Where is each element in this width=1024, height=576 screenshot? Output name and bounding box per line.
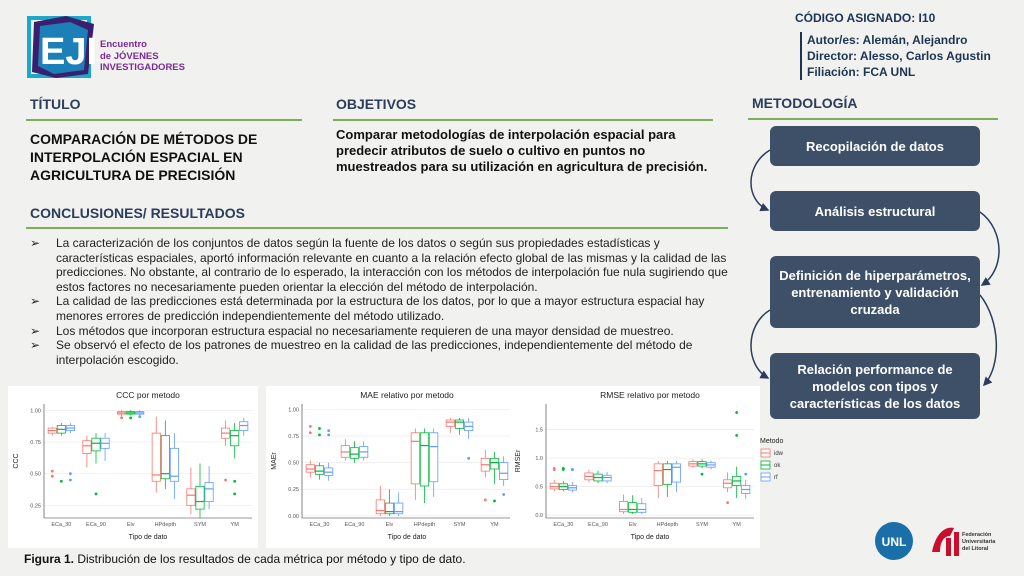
chart-legend [758,434,808,494]
outlier-point [69,472,72,475]
x-tick-label: HPdepth [154,522,177,528]
x-axis-label: Tipo de dato [630,534,670,541]
rmse-boxplot [510,386,760,548]
y-tick-label: 0.75 [288,433,299,440]
box [187,489,195,505]
eji-logo [26,14,98,80]
x-tick-label: YM [732,522,741,528]
outlier-point [553,468,556,471]
outlier-point [51,470,54,473]
x-tick-label: ECa_30 [51,522,72,528]
x-tick-label: ECa_30 [553,522,574,528]
chart-title: RMSE relativo por metodo [600,390,700,400]
author-info [800,32,991,80]
x-tick-label: ECa_90 [344,522,365,528]
arrow-bullet-icon: ➢ [30,294,41,309]
divider [26,119,302,121]
poster-title: COMPARACIÓN DE MÉTODOS DE INTERPOLACIÓN ESPACIAL EN AGRICULTURA DE PRECISIÓN [30,131,258,183]
list-item: ➢ Se observó el efecto de los patrones de muestreo en la calidad de las predicciones, independientemente del método de interpolación escogido. [30,338,693,367]
outlier-point [735,434,738,437]
box [672,464,680,482]
objectives-heading: OBJETIVOS [336,96,417,112]
conclusions-list [30,236,730,367]
y-axis-label: RMSEr [515,449,522,473]
y-tick-label: 1.0 [535,456,543,463]
x-tick-label: SYM [453,522,466,528]
box [446,420,454,426]
arrow-bullet-icon: ➢ [30,236,41,250]
outlier-point [129,417,132,420]
box [83,441,91,454]
arrow-bullet-icon: ➢ [30,323,41,338]
plot-panel [44,404,252,518]
x-tick-label: YM [230,522,239,528]
director: Director: Alesso, Carlos Agustin [807,49,991,63]
legend-label: idw [774,451,784,457]
box [654,464,662,486]
box [490,458,498,469]
title-heading: TÍTULO [30,96,81,112]
outlier-point [120,417,123,420]
box [161,436,169,479]
y-tick-label: 0.50 [30,471,41,478]
box [638,504,646,513]
outlier-point [51,475,54,478]
legend-title: Metodo [760,438,784,445]
outlier-point [309,425,312,428]
x-axis-label: Tipo de dato [128,534,168,541]
x-tick-label: SYM [696,522,708,528]
assigned-code: CÓDIGO ASIGNADO: I10 [795,11,936,25]
box [92,438,100,451]
logo-text: Encuentro de JÓVENES INVESTIGADORES [100,39,185,73]
outlier-point [233,493,236,496]
y-axis-label: CCC [13,453,20,469]
outlier-point [493,500,496,503]
outlier-point [327,429,330,432]
mae-boxplot [266,386,518,548]
box [629,503,637,513]
y-tick-label: 0.00 [288,513,299,520]
outlier-point [309,431,312,434]
outlier-point [69,479,72,482]
outlier-point [60,480,63,483]
objectives-text: Comparar metodologías de interpolación espacial para predecir atributos de suelo o cultivo en puntos no muestreados para su utilización en agricultura de precisión. [336,127,708,174]
outlier-point [726,501,729,504]
authors: Autor/es: Alemán, Alejandro [807,33,968,47]
box [430,433,438,482]
y-tick-label: 0.0 [535,513,543,520]
outlier-point [735,411,738,414]
fuul-logo [928,522,998,560]
box [500,463,508,480]
figure-caption: Figura 1. Distribución de los resultados de cada métrica por método y tipo de dato. [24,552,466,566]
list-item: ➢ Los métodos que incorporan estructura espacial no necesariamente requieren de una mayor densidad de muestreo. [30,323,674,338]
x-axis-label: Tipo de dato [387,534,427,541]
outlier-point [744,473,747,476]
x-tick-label: SYM [194,522,206,528]
svg-text:Federación: Federación [962,532,992,538]
box [455,420,463,429]
outlier-point [318,427,321,430]
svg-text:del Litoral: del Litoral [962,546,989,552]
box [205,483,213,502]
box [231,431,239,446]
y-tick-label: 1.00 [288,407,299,414]
box [420,433,428,486]
box [152,433,160,481]
box [619,501,627,511]
list-item: ➢ La caracterización de los conjuntos de datos según la fuente de los datos o según sus propiedades estadísticas y características espaciales, aportó información relevante en cuanto a la relación efecto global de las mismas y la calidad de las predicciones. No obstante, al contrario de lo esperado, la interacción con los métodos de interpolación fue nula sugiriendo que estos factores no necesariamente pueden orientar la elección del método de interpolación. [30,236,728,294]
methodology-heading: METODOLOGÍA [752,95,858,111]
divider [333,119,713,121]
x-tick-label: HPdepth [413,522,436,528]
logo-letters: EJI [40,31,98,73]
outlier-point [701,473,704,476]
outlier-point [467,457,470,460]
arrow-bullet-icon: ➢ [30,338,41,353]
method-step-2: Análisis estructural [770,191,980,231]
outlier-point [571,468,574,471]
affiliation: Filiación: FCA UNL [807,65,916,79]
svg-text:UNL: UNL [881,535,907,549]
y-tick-label: 0.25 [288,487,299,494]
conclusions-heading: CONCLUSIONES/ RESULTADOS [30,205,245,221]
method-step-3: Definición de hiperparámetros, entrenamiento y validación cruzada [770,256,980,328]
x-tick-label: Elv [126,522,135,528]
x-tick-label: ECa_90 [86,522,106,528]
box [240,422,248,431]
y-tick-label: 1.5 [535,427,543,434]
outlier-point [562,468,565,471]
box [411,433,419,484]
outlier-point [484,498,487,501]
box [196,486,204,509]
y-tick-label: 0.5 [535,484,543,491]
x-tick-label: Elv [385,522,394,528]
method-step-1: Recopilación de datos [770,126,980,166]
outlier-point [138,415,141,418]
divider [26,227,728,229]
list-item: ➢ La calidad de las predicciones está determinada por la estructura de los datos, por lo que a mayor estructura espacial hay menores errores de predicción independientemente del método utilizado. [30,294,705,323]
outlier-point [318,433,321,436]
x-tick-label: ECa_30 [309,522,330,528]
legend-label: rf [774,475,778,481]
box [350,448,358,459]
outlier-point [327,433,330,436]
unl-logo [874,521,914,561]
y-axis-label: MAEr [271,452,278,470]
x-tick-label: Elv [628,522,637,528]
outlier-point [224,479,227,482]
legend-label: ok [774,463,781,469]
x-tick-label: HPdepth [656,522,679,528]
outlier-point [502,493,505,496]
box [315,466,323,475]
method-step-4: Relación performance de modelos con tipos y características de los datos [770,353,980,419]
chart-title: MAE relativo por metodo [360,390,454,400]
box [663,464,671,485]
plot-panel [302,404,512,518]
outlier-point [95,493,98,496]
y-tick-label: 0.25 [30,503,41,510]
x-tick-label: ECa_90 [588,522,608,528]
chart-title: CCC por metodo [116,390,180,400]
box [376,500,384,514]
x-tick-label: YM [490,522,499,528]
y-tick-label: 1.00 [30,408,41,415]
ccc-boxplot [8,386,258,548]
y-tick-label: 0.75 [30,440,41,446]
y-tick-label: 0.50 [288,460,299,467]
outlier-point [233,480,236,483]
svg-text:Universitaria: Universitaria [962,539,996,545]
plot-panel [546,404,754,518]
